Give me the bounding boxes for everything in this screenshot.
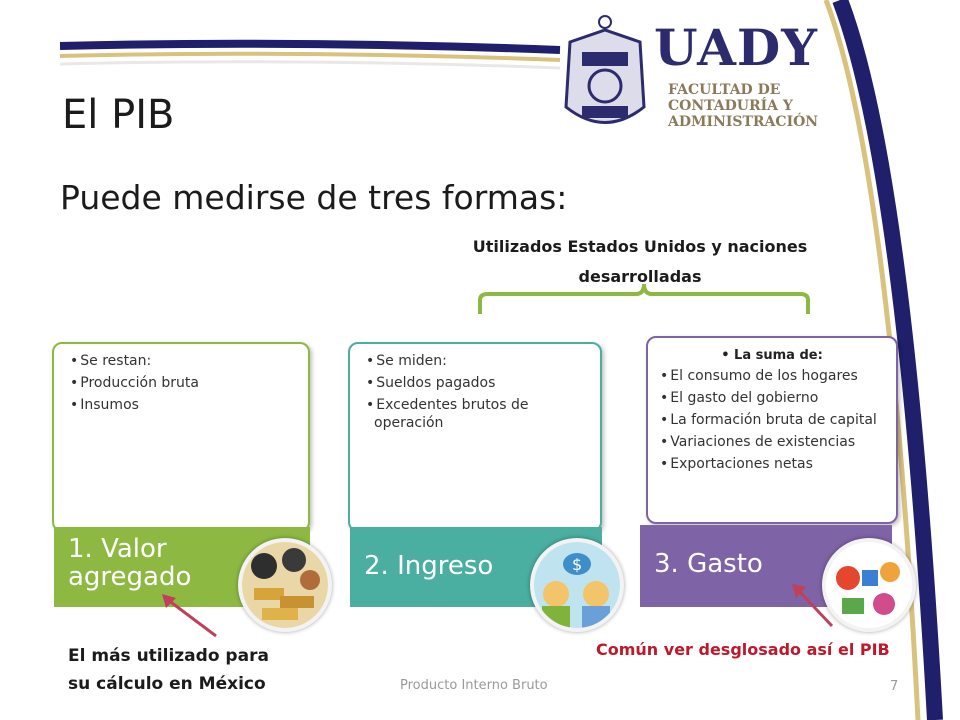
card-3-list [648,363,896,473]
list-item: • Variaciones de existencias [656,433,888,451]
note-breakdown: Común ver desglosado así el PIB [596,640,890,659]
note-line-1: El más utilizado para [68,646,269,666]
card-1-label: 1. Valor agregado [68,534,192,592]
card-3-heading: • La suma de: [721,348,823,363]
arrow-icon [786,576,846,636]
list-item: • Se miden: [362,352,590,370]
list-item: • Exportaciones netas [656,455,888,473]
card-2-label: 2. Ingreso [364,551,494,581]
card-ingreso [348,342,602,532]
footer-text: Producto Interno Bruto [400,678,548,693]
slide-subtitle: Puede medirse de tres formas: [60,178,568,217]
svg-text:$: $ [572,555,583,574]
arrow-icon [150,586,230,646]
logo-name: UADY [654,18,818,77]
gold-bars-icon [238,538,332,632]
university-seal [560,12,650,140]
slide-title: El PIB [62,92,175,138]
logo-line-3: ADMINISTRACIÓN [668,114,819,130]
card-2-list [350,344,600,432]
note-most-used [68,642,269,698]
list-item: • Sueldos pagados [362,374,590,392]
list-item: • El gasto del gobierno [656,389,888,407]
card-1-list [54,344,308,414]
logo-faculty [668,82,818,130]
card-valor-agregado [52,342,310,532]
card-3-heading-text: La suma de: [734,348,823,363]
bracket-icon [470,278,820,318]
uady-logo [560,12,830,142]
list-item: • La formación bruta de capital [656,411,888,429]
logo-line-1: FACULTAD DE [668,82,781,98]
list-item: • Insumos [66,396,298,414]
card-gasto [646,336,898,524]
list-item: • Producción bruta [66,374,298,392]
people-money-icon [530,538,624,632]
page-number: 7 [890,679,899,694]
list-item: • Se restan: [66,352,298,370]
top-note-line-1: Utilizados Estados Unidos y naciones [472,237,808,256]
list-item: • El consumo de los hogares [656,367,888,385]
logo-line-2: CONTADURÍA Y [668,98,793,114]
list-item: • Excedentes brutos de operación [362,396,590,432]
top-note-line-2: desarrolladas [578,267,702,286]
card-3-label: 3. Gasto [654,549,763,579]
note-line-2: su cálculo en México [68,674,266,694]
